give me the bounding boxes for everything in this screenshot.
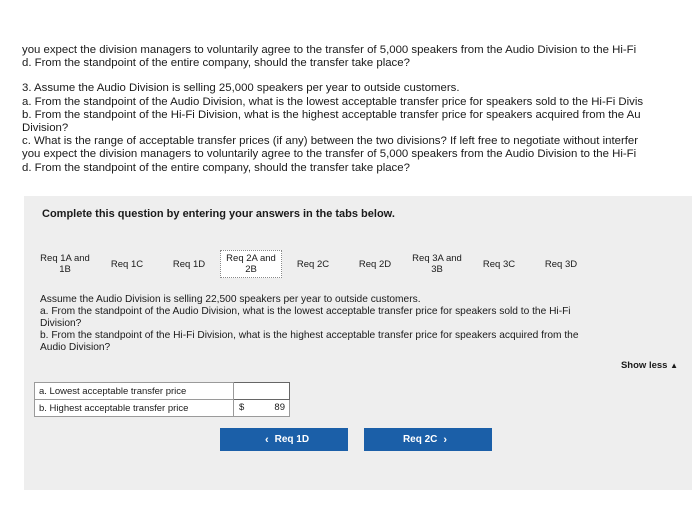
question-3a: a. From the standpoint of the Audio Division, what is the lowest acceptable transfer price for speakers sold to the Hi-Fi Divis [22, 95, 644, 108]
next-button-label: Req 2C [402, 434, 438, 445]
req-tabs [34, 250, 634, 278]
input-value: 89 [274, 402, 285, 413]
lowest-price-input[interactable] [234, 383, 290, 400]
tab-req-3d[interactable]: Req 3D [544, 258, 578, 270]
tab-req-3a-3b[interactable]: Req 3A and 3B [412, 253, 462, 275]
show-less-label: Show less [620, 360, 668, 371]
question-3b-cont: Division? [22, 122, 69, 135]
prev-button-label: Req 1D [274, 434, 310, 445]
question-line-d-prev: d. From the standpoint of the entire company, should the transfer take place? [22, 57, 410, 70]
panel-header: Complete this question by entering your answers in the tabs below. [42, 208, 395, 220]
answer-panel [24, 196, 692, 490]
question-text [22, 44, 700, 175]
prev-req-button[interactable] [220, 428, 348, 451]
tab-req-1d[interactable]: Req 1D [172, 258, 206, 270]
tab-req-2d[interactable]: Req 2D [358, 258, 392, 270]
tab-req-2c[interactable]: Req 2C [296, 258, 330, 270]
tab-req-1a-1b[interactable]: Req 1A and 1B [40, 253, 90, 275]
tab-req-3c[interactable]: Req 3C [482, 258, 516, 270]
show-less-link[interactable] [621, 360, 678, 371]
content-line-2: a. From the standpoint of the Audio Division, what is the lowest acceptable transfer price for speakers sold to the Hi-Fi [40, 306, 571, 317]
highest-price-input[interactable] [234, 400, 290, 417]
content-line-4: b. From the standpoint of the Hi-Fi Division, what is the highest acceptable transfer price for speakers acquired from the [40, 330, 579, 341]
table-row [35, 383, 290, 400]
currency-symbol: $ [239, 402, 245, 413]
question-3c: c. What is the range of acceptable transfer prices (if any) between the two divisions? If left free to negotiate without interfer [22, 135, 639, 148]
triangle-up-icon: ▲ [670, 361, 678, 370]
content-line-5: Audio Division? [40, 342, 111, 353]
content-line-3: Division? [40, 318, 82, 329]
chevron-left-icon: ‹ [264, 433, 269, 446]
tab-content [40, 294, 680, 354]
question-3d: d. From the standpoint of the entire company, should the transfer take place? [22, 161, 410, 174]
row-label-highest: b. Highest acceptable transfer price [35, 400, 234, 417]
answer-table [34, 382, 290, 417]
next-req-button[interactable] [364, 428, 492, 451]
chevron-right-icon: › [443, 433, 448, 446]
question-3b: b. From the standpoint of the Hi-Fi Division, what is the highest acceptable transfer price for speakers acquired from the Au [22, 108, 641, 121]
tab-req-1c[interactable]: Req 1C [110, 258, 144, 270]
question-3-intro: 3. Assume the Audio Division is selling 25,000 speakers per year to outside customers. [22, 82, 460, 95]
tab-req-2a-2b[interactable]: Req 2A and 2B [220, 250, 282, 278]
table-row [35, 400, 290, 417]
question-line-clipped: you expect the division managers to voluntarily agree to the transfer of 5,000 speakers from the Audio Division to the Hi-Fi [22, 44, 637, 56]
row-label-lowest: a. Lowest acceptable transfer price [35, 383, 234, 400]
content-line-1: Assume the Audio Division is selling 22,500 speakers per year to outside customers. [40, 294, 421, 305]
question-3c-cont: you expect the division managers to voluntarily agree to the transfer of 5,000 speakers from the Audio Division to the Hi-Fi [22, 148, 637, 161]
